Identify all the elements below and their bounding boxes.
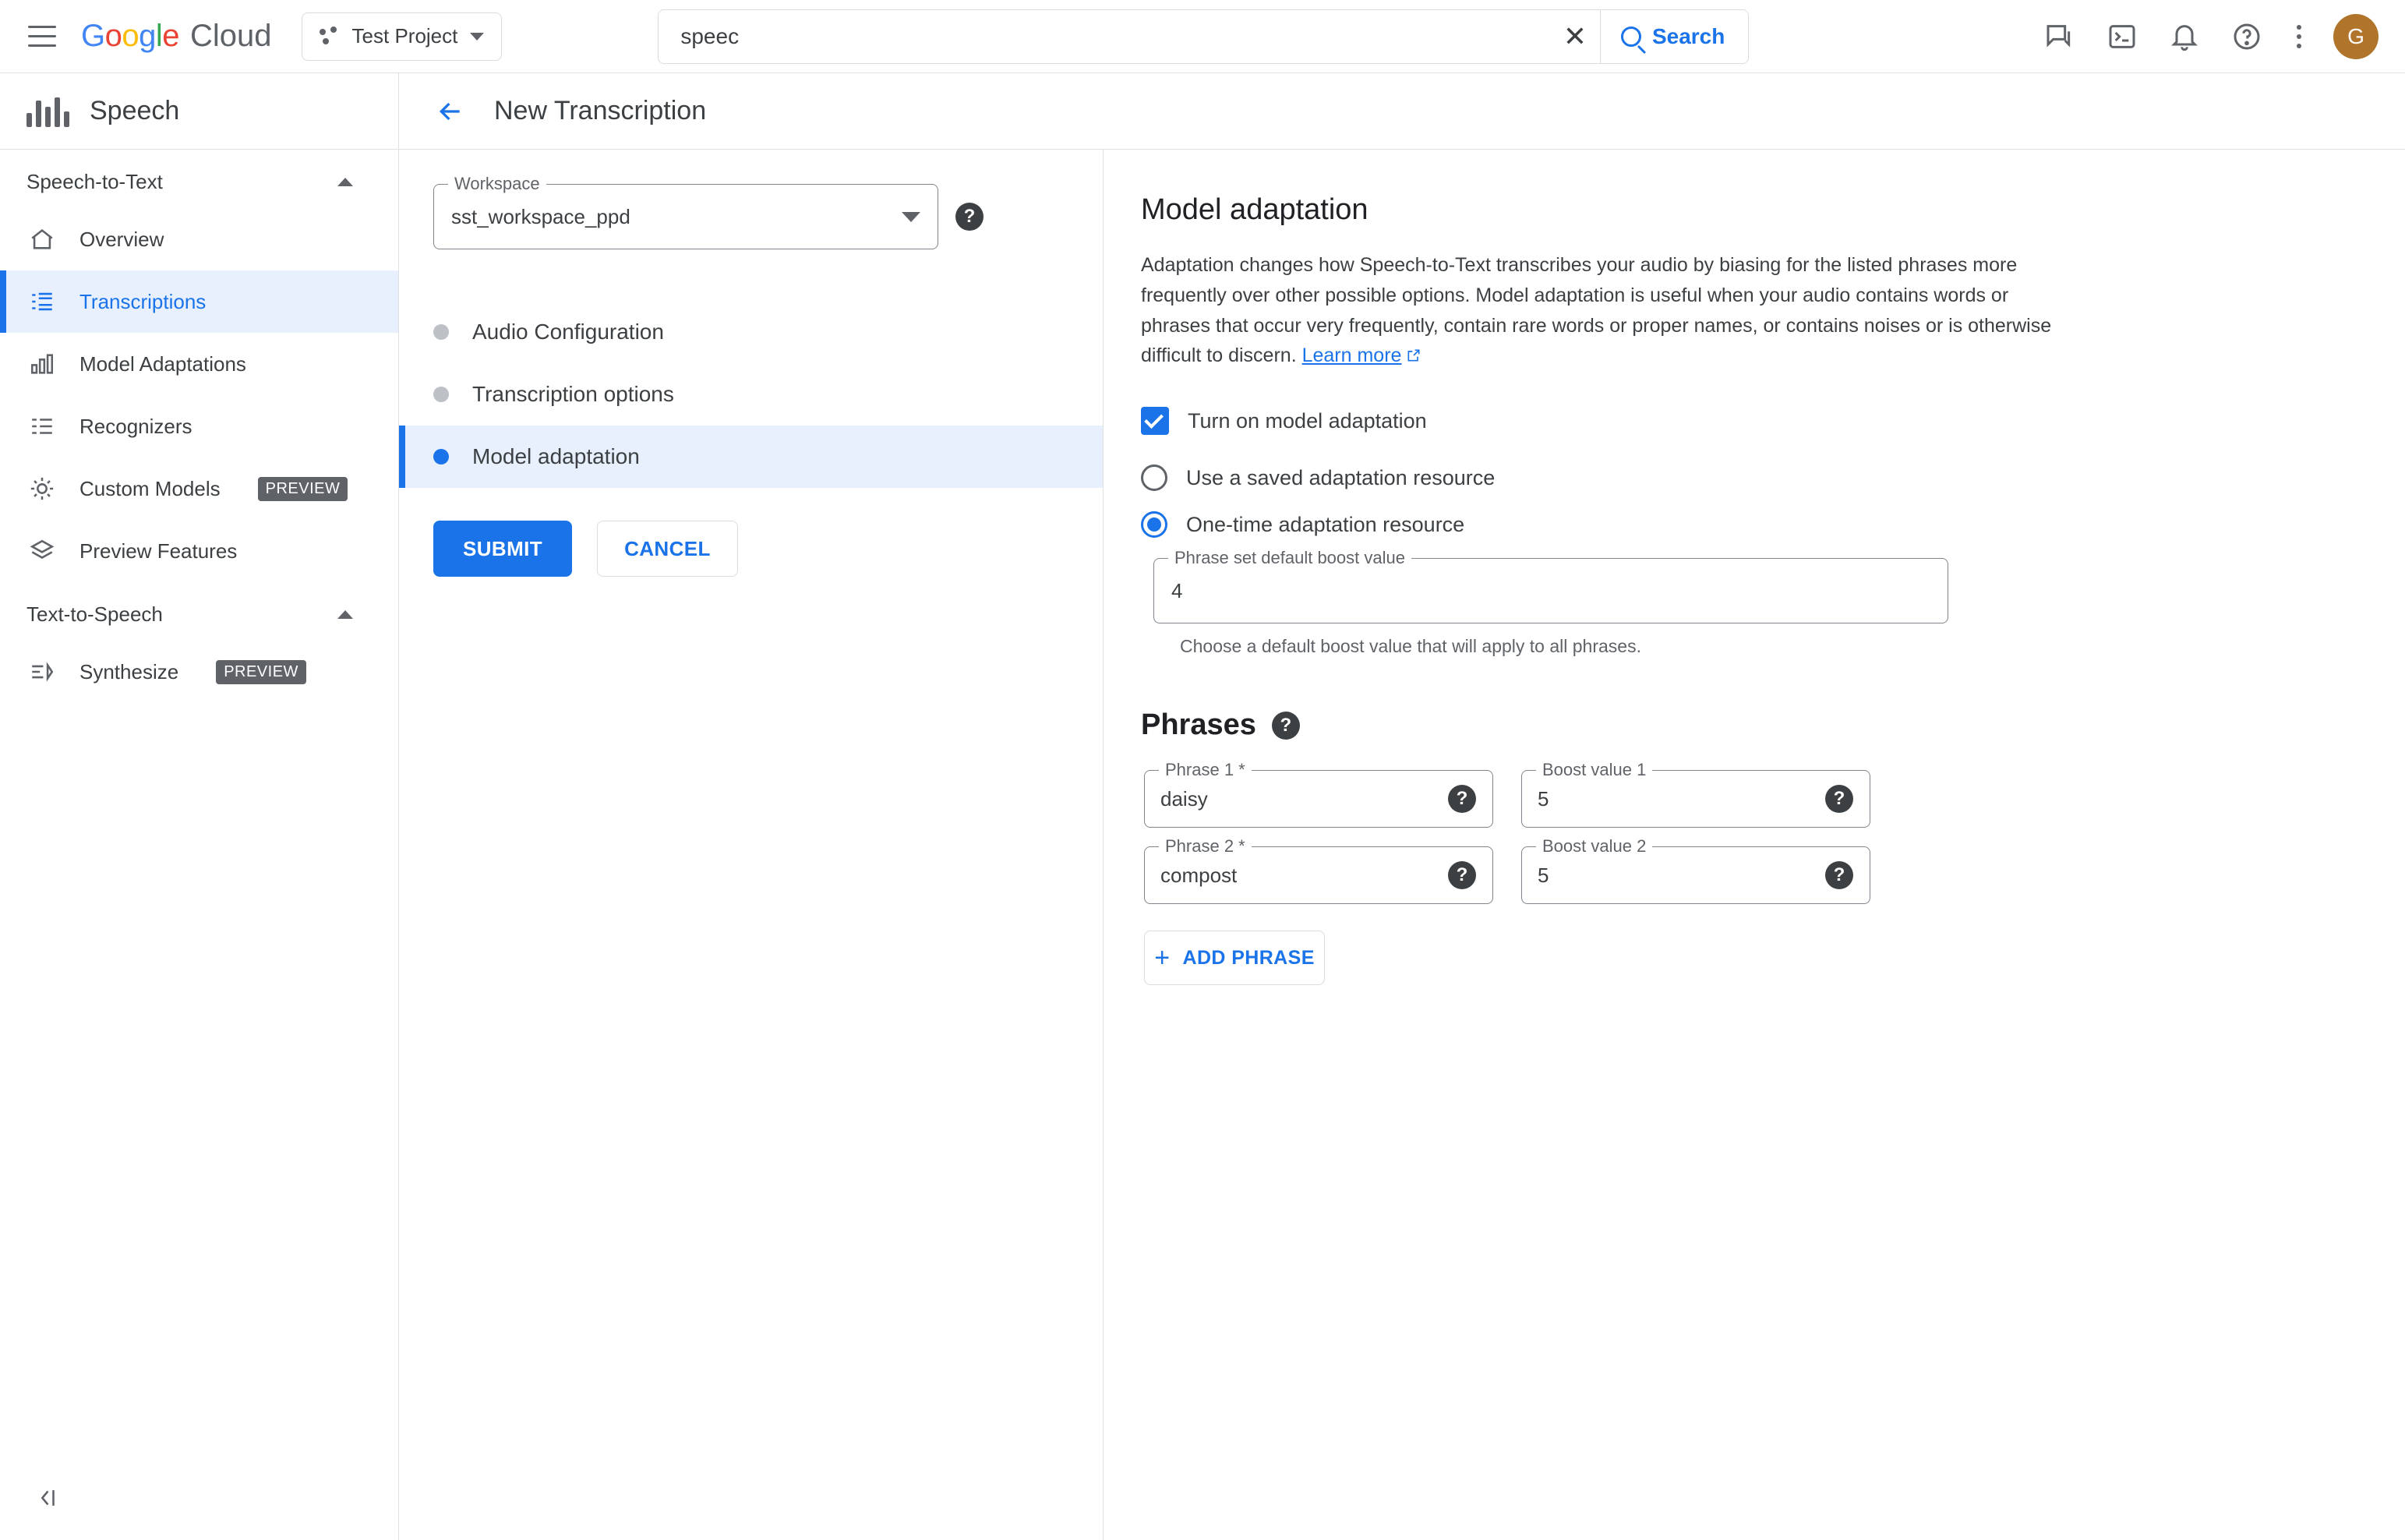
main-content (399, 73, 2405, 1540)
step-bullet-icon (433, 324, 449, 340)
submit-button[interactable]: SUBMIT (433, 521, 572, 577)
panel-description (1141, 250, 2053, 371)
collapse-sidebar-icon[interactable] (31, 1482, 62, 1514)
sidebar-item-custom-models[interactable] (0, 457, 398, 520)
steps-column (399, 150, 1104, 1540)
step-bullet-icon (433, 449, 449, 464)
panel-heading: Model adaptation (1141, 193, 1368, 226)
sidebar-item-overview[interactable] (0, 208, 398, 270)
step-list (399, 301, 1103, 488)
chevron-up-icon (337, 178, 353, 186)
menu-icon[interactable] (20, 15, 64, 58)
radio-use-saved-resource[interactable] (1141, 464, 2405, 491)
add-phrase-button[interactable] (1144, 931, 1325, 985)
sidebar-item-label: Overview (79, 227, 164, 251)
phrase-set-default-boost-label: Phrase set default boost value (1168, 548, 1411, 568)
chevron-down-icon (902, 212, 920, 222)
phrase-grid (1144, 760, 2405, 904)
phrase-set-default-boost-hint: Choose a default boost value that will apply to all phrases. (1180, 636, 1641, 656)
status-badge: PREVIEW (258, 477, 348, 501)
phrase-2-label: Phrase 2 * (1159, 836, 1252, 857)
boost-1-help-icon[interactable]: ? (1825, 785, 1853, 813)
feedback-icon[interactable] (2042, 19, 2078, 55)
search-bar[interactable] (658, 9, 1749, 64)
custom-models-icon (26, 473, 58, 504)
step-audio-configuration[interactable] (399, 301, 1103, 363)
boost-1-cell (1521, 760, 1870, 828)
sidebar-item-label: Custom Models (79, 476, 221, 500)
phrase-set-default-boost-value: 4 (1171, 578, 1183, 602)
sidebar-item-label: Transcriptions (79, 289, 207, 313)
page-title: New Transcription (494, 96, 707, 125)
sidebar-section-label: Text-to-Speech (26, 602, 163, 626)
radio-label: One-time adaptation resource (1186, 512, 1465, 536)
workspace-help-icon[interactable]: ? (955, 203, 984, 231)
cloud-wordmark: Cloud (190, 19, 272, 53)
phrase-1-input[interactable] (1144, 760, 1493, 828)
workspace-value: sst_workspace_ppd (451, 204, 630, 228)
sidebar-item-label: Synthesize (79, 659, 179, 683)
step-transcription-options[interactable] (399, 363, 1103, 426)
sidebar-section-text-to-speech[interactable] (0, 582, 398, 641)
boost-2-cell (1521, 836, 1870, 904)
sidebar (0, 73, 399, 1540)
phrase-2-input[interactable] (1144, 836, 1493, 904)
radio-one-time-resource[interactable] (1141, 511, 2405, 538)
content-area (399, 150, 2405, 1540)
phrases-heading: Phrases (1141, 708, 1256, 741)
phrases-heading-row (1141, 708, 2405, 742)
workspace-field (433, 174, 976, 249)
workspace-select[interactable] (433, 174, 938, 249)
radio-button-selected[interactable] (1141, 511, 1167, 538)
phrase-set-default-boost-input[interactable] (1153, 548, 1948, 623)
sidebar-item-label: Model Adaptations (79, 351, 246, 376)
panel-description-text: Adaptation changes how Speech-to-Text transcribes your audio by biasing for the listed phrases more frequently over other possible options. Model adaptation is useful when your audio contains words or phrases that occur very frequently, contain rare words or proper names, or contains noises or is otherwise difficult to discern. (1141, 254, 2052, 367)
cloud-shell-icon[interactable] (2104, 19, 2140, 55)
sidebar-section-label: Speech-to-Text (26, 170, 163, 193)
phrases-help-icon[interactable]: ? (1272, 712, 1300, 740)
step-bullet-icon (433, 387, 449, 402)
sidebar-item-transcriptions[interactable] (0, 270, 398, 333)
model-adaptations-icon (26, 348, 58, 380)
sidebar-item-recognizers[interactable] (0, 395, 398, 457)
plus-icon: + (1154, 943, 1171, 973)
step-label: Transcription options (472, 382, 674, 406)
turn-on-model-adaptation-label: Turn on model adaptation (1188, 408, 1427, 433)
boost-1-value: 5 (1538, 786, 1549, 811)
boost-2-help-icon[interactable]: ? (1825, 861, 1853, 889)
radio-label: Use a saved adaptation resource (1186, 465, 1496, 489)
radio-button[interactable] (1141, 464, 1167, 491)
phrase-2-value: compost (1160, 863, 1238, 887)
avatar[interactable]: G (2333, 14, 2379, 59)
notifications-icon[interactable] (2167, 19, 2202, 55)
phrase-1-help-icon[interactable]: ? (1448, 785, 1476, 813)
project-icon (320, 26, 340, 47)
layers-icon (26, 535, 58, 567)
sidebar-item-label: Recognizers (79, 414, 192, 438)
sidebar-item-model-adaptations[interactable] (0, 333, 398, 395)
phrase-1-cell (1144, 760, 1493, 828)
form-actions (399, 488, 1103, 577)
search-button[interactable] (1600, 10, 1748, 63)
step-label: Model adaptation (472, 444, 640, 468)
project-name: Test Project (351, 24, 458, 48)
page-header (399, 73, 2405, 150)
product-title: Speech (90, 96, 180, 125)
search-input[interactable] (659, 10, 1550, 63)
top-bar-actions (2042, 14, 2383, 59)
chevron-up-icon (337, 610, 353, 619)
learn-more-link[interactable]: Learn more (1301, 344, 1402, 367)
step-model-adaptation[interactable] (399, 426, 1103, 488)
synthesize-icon (26, 656, 58, 687)
sidebar-item-synthesize[interactable] (0, 641, 398, 703)
workspace-label: Workspace (448, 174, 546, 194)
body (0, 73, 2405, 1540)
back-arrow-icon[interactable] (433, 94, 468, 129)
transcriptions-icon (26, 286, 58, 317)
status-badge: PREVIEW (216, 660, 306, 684)
help-icon[interactable] (2229, 19, 2265, 55)
model-adaptation-panel (1104, 150, 2405, 1540)
chevron-down-icon (470, 33, 484, 41)
speech-product-icon (26, 96, 69, 127)
sidebar-item-preview-features[interactable] (0, 520, 398, 582)
project-selector[interactable] (302, 12, 503, 61)
phrase-1-value: daisy (1160, 786, 1208, 811)
phrase-2-help-icon[interactable]: ? (1448, 861, 1476, 889)
boost-1-input[interactable] (1521, 760, 1870, 828)
google-wordmark: Google (81, 19, 180, 53)
boost-2-label: Boost value 2 (1536, 836, 1652, 857)
step-label: Audio Configuration (472, 320, 664, 344)
phrase-set-default-boost-field (1153, 548, 1948, 657)
boost-2-input[interactable] (1521, 836, 1870, 904)
top-bar (0, 0, 2405, 73)
turn-on-model-adaptation-row[interactable] (1141, 407, 2405, 435)
search-button-label: Search (1651, 23, 1725, 48)
phrase-1-label: Phrase 1 * (1159, 760, 1252, 780)
external-link-icon (1406, 342, 1421, 358)
clear-search-icon[interactable]: ✕ (1563, 19, 1587, 52)
sidebar-item-label: Preview Features (79, 539, 238, 563)
google-cloud-logo[interactable] (81, 19, 272, 54)
boost-1-label: Boost value 1 (1536, 760, 1652, 780)
add-phrase-label: ADD PHRASE (1182, 946, 1315, 969)
turn-on-model-adaptation-checkbox[interactable] (1141, 407, 1169, 435)
search-icon (1621, 26, 1641, 47)
home-icon (26, 224, 58, 255)
more-options-icon[interactable] (2291, 19, 2307, 55)
phrase-row (1144, 760, 2405, 828)
boost-2-value: 5 (1538, 863, 1549, 887)
sidebar-section-speech-to-text[interactable] (0, 150, 398, 208)
sidebar-header (0, 73, 398, 150)
cancel-button[interactable]: CANCEL (597, 521, 738, 577)
phrase-2-cell (1144, 836, 1493, 904)
recognizers-icon (26, 411, 58, 442)
phrase-row (1144, 836, 2405, 904)
